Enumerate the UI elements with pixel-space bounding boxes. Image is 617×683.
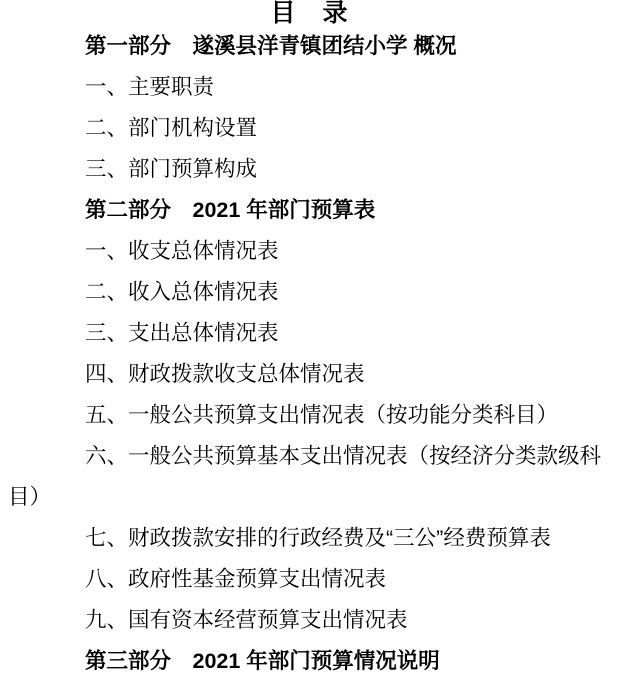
toc-entry-item: 八、政府性基金预算支出情况表 [85,567,387,591]
toc-entry-item: 三、支出总体情况表 [85,321,279,345]
toc-entry-item: 三、部门预算构成 [85,157,258,181]
toc-entry-item: 九、国有资本经营预算支出情况表 [85,608,408,632]
toc-entry-heading: 第三部分 2021 年部门预算情况说明 [85,649,440,673]
toc-entry-item: 二、部门机构设置 [85,116,258,140]
toc-entry-item: 一、收支总体情况表 [85,239,279,263]
toc-entry-item: 六、一般公共预算基本支出情况表（按经济分类款级科 [85,444,602,468]
toc-entry-heading: 第一部分 遂溪县洋青镇团结小学 概况 [85,34,457,58]
toc-entry-item: 一、主要职责 [85,75,215,99]
toc-entry-continuation: 目） [8,485,52,509]
toc-entry-item: 四、财政拨款收支总体情况表 [85,362,365,386]
toc-list [8,26,611,682]
toc-entry-item: 五、一般公共预算支出情况表（按功能分类科目） [85,403,559,427]
toc-entry-heading: 第二部分 2021 年部门预算表 [85,198,376,222]
toc-entry-item: 二、收入总体情况表 [85,280,279,304]
toc-entry-item: 七、财政拨款安排的行政经费及“三公”经费预算表 [85,526,551,550]
toc-title: 目 录 [270,0,349,27]
